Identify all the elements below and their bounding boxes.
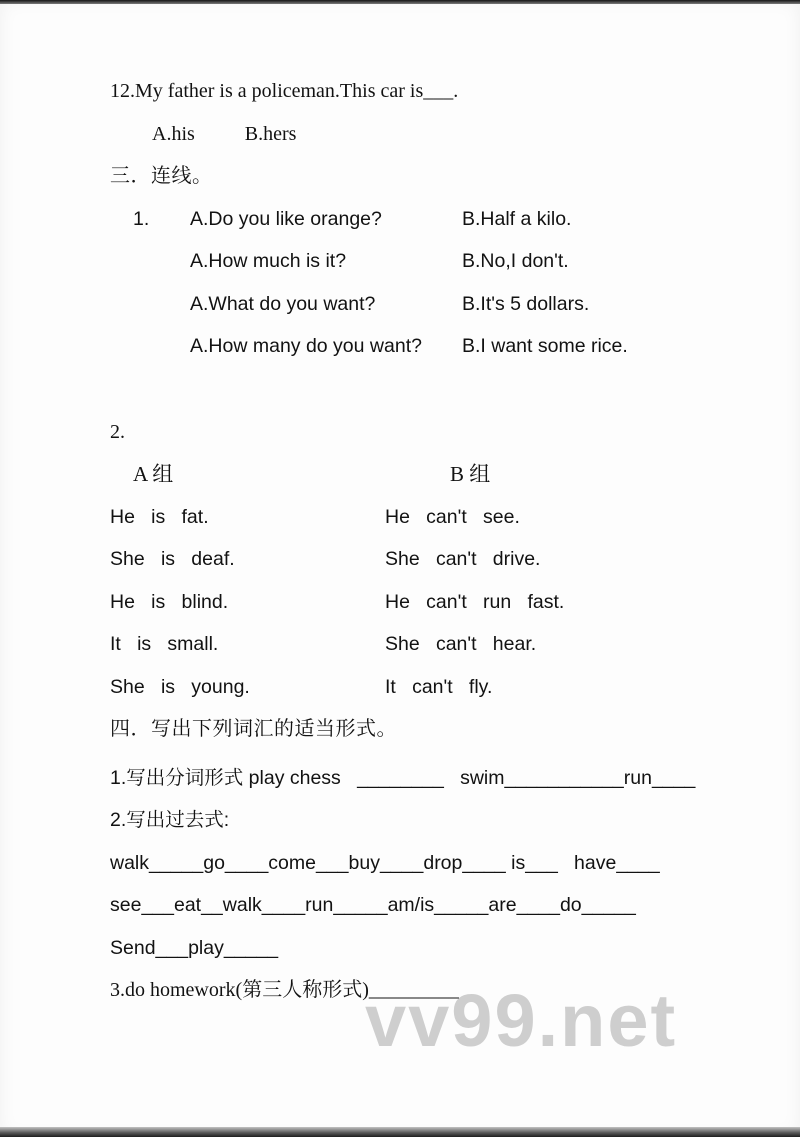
matching-answer: B.I want some rice. <box>462 335 628 357</box>
match-row <box>110 666 750 709</box>
page-top-edge <box>0 0 800 4</box>
match-left: He is blind. <box>110 590 229 613</box>
matching-question: A.Do you like orange? <box>190 207 382 230</box>
match-group-headers <box>110 453 750 496</box>
match-row <box>110 496 750 539</box>
match-row <box>110 538 750 581</box>
item-number-spacer <box>133 283 190 326</box>
matching-answer: B.Half a kilo. <box>462 207 572 230</box>
question-12-options: A.his B.hers <box>152 122 297 145</box>
matching-pair-row <box>110 198 750 241</box>
matching-answer: B.No,I don't. <box>462 250 569 272</box>
item-number-spacer <box>133 325 190 368</box>
past-tense-blanks-row-3: Send___play_____ <box>110 936 279 959</box>
matching-question: A.How much is it? <box>190 250 347 272</box>
match-right: He can't see. <box>385 505 520 528</box>
section-4-item-1: 1.写出分词形式 play chess ________ swim___________run____ <box>110 766 696 789</box>
match-row <box>110 623 750 666</box>
item-2-number: 2. <box>110 420 125 443</box>
watermark: vv99.net <box>365 979 678 1062</box>
match-row <box>110 581 750 624</box>
question-12-text: 12.My father is a policeman.This car is___. <box>110 80 459 102</box>
section-4-heading: 四．写出下列词汇的适当形式。 <box>110 718 397 740</box>
section-4-item-2: 2.写出过去式: <box>110 809 230 831</box>
match-right: She can't drive. <box>385 548 541 570</box>
item-number-spacer <box>133 240 190 283</box>
worksheet-content <box>110 70 750 1012</box>
matching-pair-row <box>110 325 750 368</box>
match-right: She can't hear. <box>385 633 537 655</box>
match-right: He can't run fast. <box>385 590 565 613</box>
match-left: She is deaf. <box>110 548 235 570</box>
item-1-number: 1. <box>133 207 150 230</box>
page-bottom-edge <box>0 1127 800 1137</box>
matching-pair-row <box>110 240 750 283</box>
match-left: She is young. <box>110 675 250 698</box>
past-tense-blanks-row-2: see___eat__walk____run_____am/is_____are____do_____ <box>110 894 636 916</box>
match-right: It can't fly. <box>385 675 493 698</box>
matching-question: A.How many do you want? <box>190 335 422 357</box>
past-tense-blanks-row-1: walk_____go____come___buy____drop____ is___ have____ <box>110 851 660 874</box>
match-left: He is fat. <box>110 505 209 528</box>
matching-pair-row <box>110 283 750 326</box>
matching-question: A.What do you want? <box>190 292 376 315</box>
matching-answer: B.It's 5 dollars. <box>462 292 590 315</box>
match-left: It is small. <box>110 633 219 655</box>
section-4-item-3: 3.do homework(第三人称形式)_________ <box>110 979 459 1001</box>
group-a-header: A 组 <box>133 462 174 486</box>
section-3-heading: 三．连线。 <box>110 165 213 187</box>
group-b-header: B 组 <box>450 462 491 486</box>
